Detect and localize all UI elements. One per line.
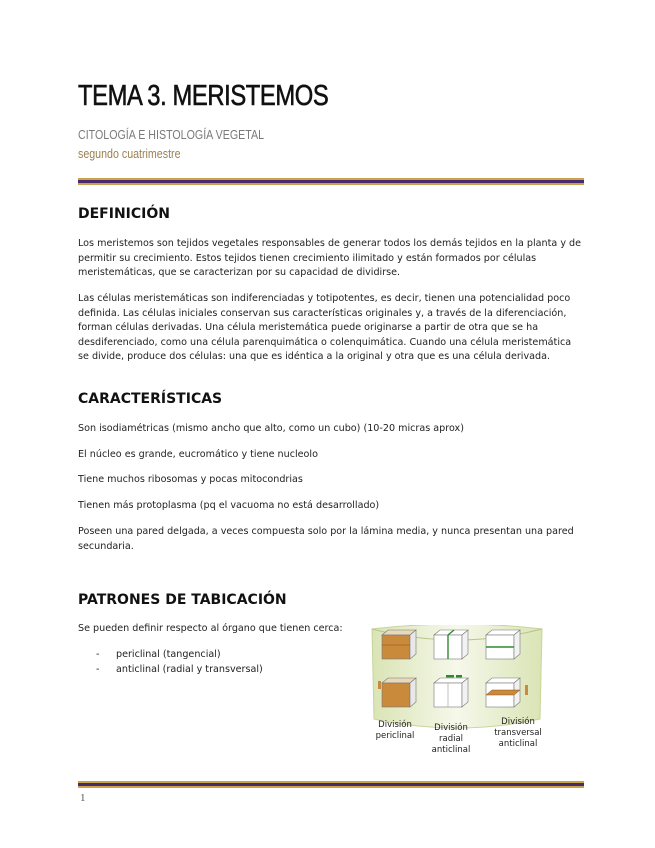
semester-label: segundo cuatrimestre bbox=[78, 146, 181, 161]
definicion-paragraph-1: Los meristemos son tejidos vegetales responsables de generar todos los demás tejidos en la planta y de permitir su crecimiento. Estos tejidos tienen crecimiento ilimitado y están formados por células meristemáticas, que se caracterizan por su capacidad de dividirse. bbox=[78, 238, 582, 278]
radial-cube-top bbox=[434, 630, 468, 659]
section-heading-patrones: PATRONES DE TABICACIÓN bbox=[78, 592, 287, 608]
caracteristica-item: Tiene muchos ribosomas y pocas mitocondrias bbox=[78, 474, 303, 485]
radial-cube-bottom bbox=[434, 675, 468, 707]
transversal-cube-top bbox=[486, 630, 520, 659]
caracteristica-item: El núcleo es grande, eucromático y tiene nucleolo bbox=[78, 449, 318, 460]
patrones-intro: Se pueden definir respecto al órgano que tienen cerca: bbox=[78, 623, 343, 634]
list-item-text: periclinal (tangencial) bbox=[116, 649, 221, 660]
list-item bbox=[96, 648, 263, 663]
page-title: TEMA 3. MERISTEMOS bbox=[78, 80, 329, 112]
periclinal-cube-bottom bbox=[378, 678, 416, 707]
list-item bbox=[96, 663, 263, 678]
list-item-text: anticlinal (radial y transversal) bbox=[116, 663, 263, 675]
list-dash: - bbox=[96, 649, 100, 660]
page-number: 1 bbox=[80, 792, 86, 804]
patrones-list bbox=[96, 648, 263, 677]
section-heading-caracteristicas: CARACTERÍSTICAS bbox=[78, 391, 223, 407]
figure-label-transversal: División transversal anticlinal bbox=[494, 717, 542, 749]
caracteristica-item: Poseen una pared delgada, a veces compuesta solo por la lámina media, y nunca presentan una pared secundaria. bbox=[78, 526, 574, 552]
footer-divider bbox=[78, 781, 584, 788]
figure-label-radial: División radial anticlinal bbox=[431, 723, 471, 755]
cell-division-figure bbox=[368, 625, 546, 761]
course-subtitle: CITOLOGÍA E HISTOLOGÍA VEGETAL bbox=[78, 127, 265, 142]
definicion-paragraph-2: Las células meristemáticas son indiferenciadas y totipotentes, es decir, tienen una potencialidad poco definida. Las células iniciales conservan sus características originales y, a través de la diferenciación, forman células derivadas. Una célula meristemática puede originarse a partir de otra que se ha desdiferenciado, como una célula parenquimática o colenquimática. Cuando una célula meristemática se divide, produce dos células: una que es idéntica a la original y otra que es una célula derivada. bbox=[78, 293, 572, 362]
list-dash: - bbox=[96, 663, 100, 675]
caracteristica-item: Son isodiamétricas (mismo ancho que alto, como un cubo) (10-20 micras aprox) bbox=[78, 423, 464, 434]
header-divider bbox=[78, 178, 584, 185]
figure-label-periclinal: División periclinal bbox=[375, 720, 415, 741]
section-heading-definicion: DEFINICIÓN bbox=[78, 206, 170, 222]
caracteristica-item: Tienen más protoplasma (pq el vacuoma no está desarrollado) bbox=[78, 500, 380, 511]
periclinal-cube-top bbox=[382, 630, 416, 659]
